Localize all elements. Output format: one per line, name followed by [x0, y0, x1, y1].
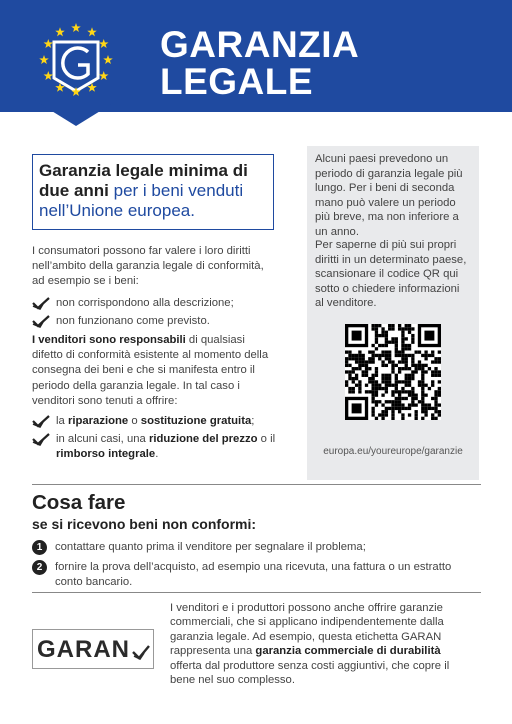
remedy-text: . [155, 448, 159, 460]
list-item [32, 414, 282, 429]
remedy-strong: riparazione [67, 415, 129, 427]
list-item [32, 314, 282, 329]
checkmark-icon [32, 433, 50, 446]
checkmark-icon [32, 297, 50, 310]
header-banner [0, 0, 512, 112]
side-paragraph-2: Per saperne di più sui propri diritti in un determinato paese, scansionare il codice QR qui sotto o chiedere informazioni al venditore. [315, 239, 467, 310]
divider [32, 592, 481, 593]
conditions-list [32, 296, 282, 332]
condition-2: non funzionano come previsto. [56, 315, 210, 327]
list-item [32, 296, 282, 311]
commercial-guarantee-paragraph [170, 601, 475, 687]
garan-label-logo [32, 629, 154, 669]
sellers-strong: I venditori sono responsabili [32, 334, 186, 346]
checkmark-icon [132, 644, 150, 660]
remedy-text: in alcuni casi, una [56, 433, 149, 445]
highlight-rest: per i beni venduti nell’Unione europea. [39, 181, 244, 220]
europa-url-link[interactable]: europa.eu/youreurope/garanzie [323, 446, 463, 457]
step-text: fornire la prova dell’acquisto, ad esempio una ricevuta, una fattura o un estratto conto bancario. [55, 561, 452, 588]
qr-code[interactable] [345, 324, 441, 420]
step-number-badge: 2 [32, 560, 47, 575]
remedy-text: la [56, 415, 68, 427]
highlight-strong: Garanzia legale minima di due anni [39, 161, 248, 200]
divider [32, 484, 481, 485]
remedy-text: o il [257, 433, 276, 445]
step-text: contattare quanto prima il venditore per segnalare il problema; [55, 541, 366, 553]
step-item [32, 540, 482, 555]
minimum-guarantee-box [32, 154, 274, 230]
remedy-strong: riduzione del prezzo [148, 433, 258, 445]
title-line-2: LEGALE [160, 61, 314, 102]
remedy-strong: rimborso integrale [56, 448, 156, 460]
list-item [32, 432, 282, 462]
page-title [160, 26, 359, 100]
eu-shield-logo [34, 0, 118, 126]
side-paragraph-1: Alcuni paesi prevedono un periodo di garanzia legale più lungo. Per i beni di seconda mano può valere un periodo più breve, ma non inferiore a un anno. [315, 153, 463, 238]
country-info-panel [307, 146, 479, 480]
sellers-rest: di qualsiasi difetto di conformità esistente al momento della consegna dei beni e che si manifesta entro il periodo della garanzia legale. In tal caso i venditori sono tenuti a offrire: [32, 334, 269, 407]
step-number-badge: 1 [32, 540, 47, 555]
remedies-list [32, 414, 282, 465]
commercial-text: offerta dal produttore senza costi aggiuntivi, che copre il bene nel suo complesso. [170, 659, 450, 687]
remedy-text: ; [251, 415, 255, 427]
remedy-strong: sostituzione gratuita [140, 415, 252, 427]
intro-paragraph: I consumatori possono far valere i loro diritti nell’ambito della garanzia legale di conformità, ad esempio se i beni: [32, 245, 264, 287]
condition-1: non corrispondono alla descrizione; [56, 297, 234, 309]
checkmark-icon [32, 315, 50, 328]
commercial-strong: garanzia commerciale di durabilità [255, 645, 441, 658]
checkmark-icon [32, 415, 50, 428]
sellers-paragraph [32, 333, 278, 409]
remedy-text: o [128, 415, 141, 427]
title-line-1: GARANZIA [160, 24, 360, 65]
commercial-text: I venditori e i produttori possono anche offrire garanzie commerciali, che si applicano indipendentemente dalla garanzia legale. Ad esempio, questa etichetta GARAN rappresenta una [170, 602, 444, 658]
garan-logo-text: GARAN [37, 636, 130, 663]
section-title: Cosa fare [32, 491, 126, 514]
section-subtitle: se si ricevono beni non conformi: [32, 516, 257, 532]
step-item [32, 560, 482, 589]
